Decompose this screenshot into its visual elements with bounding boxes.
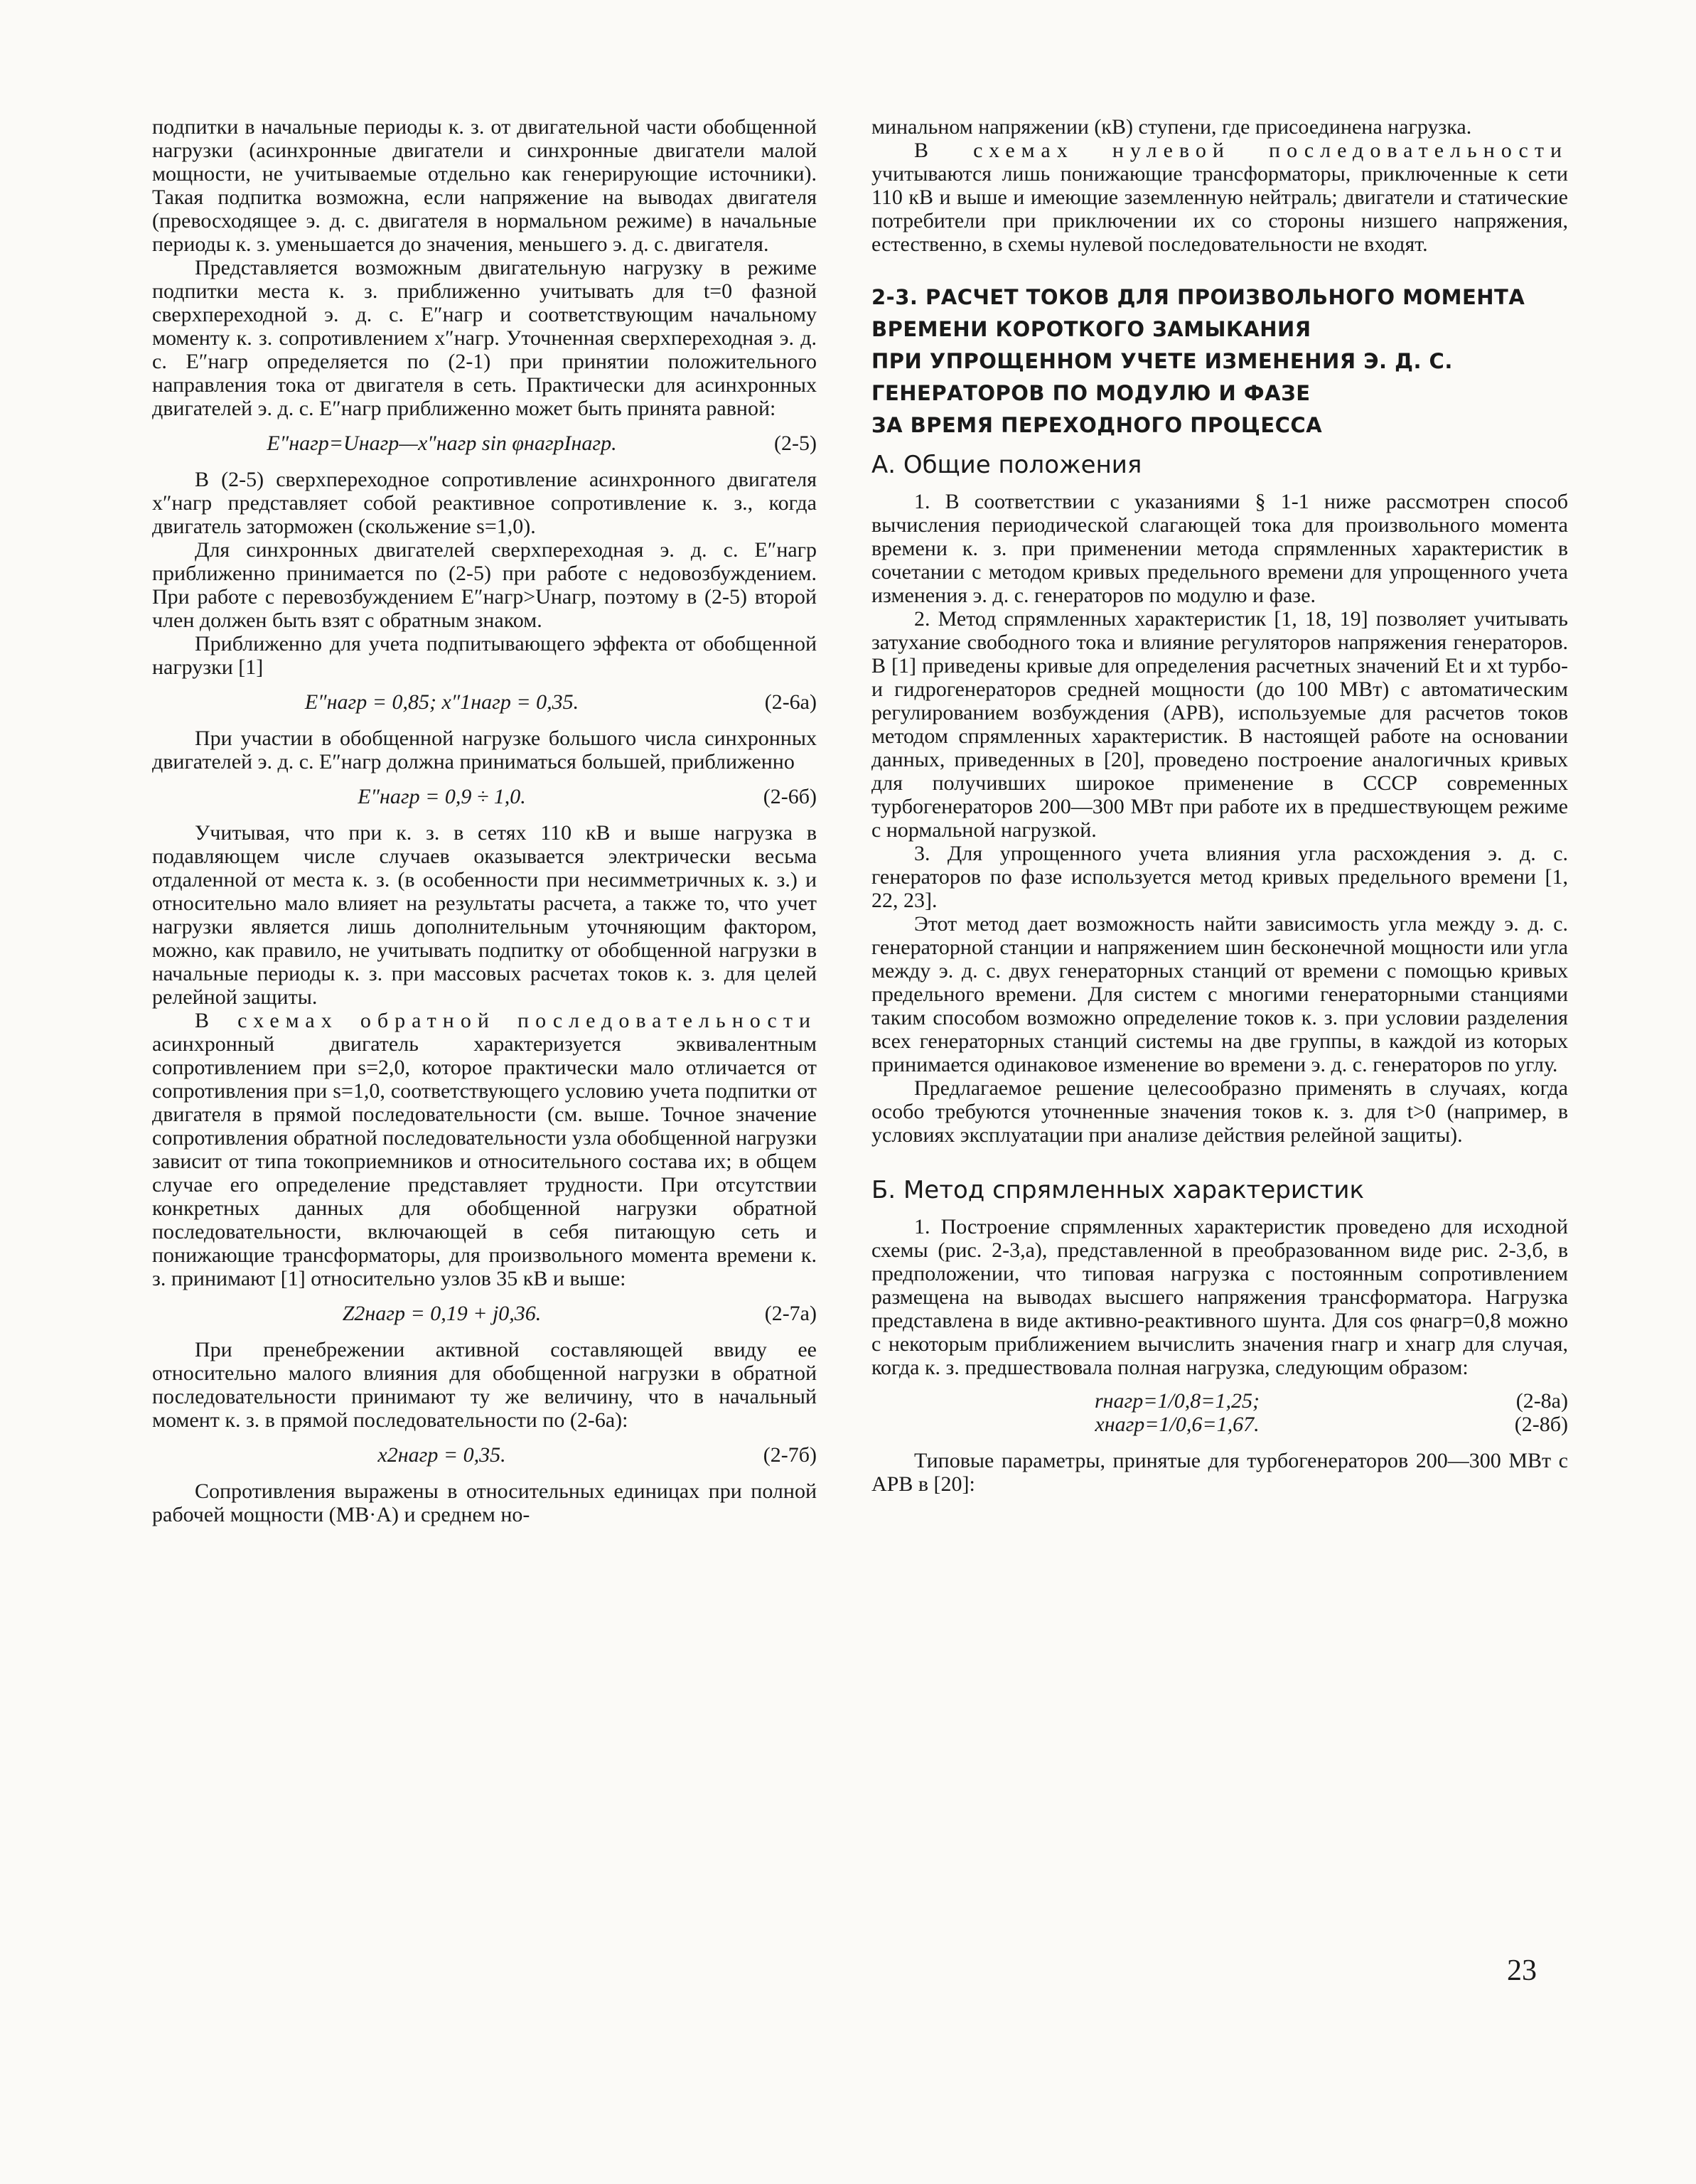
equation-number: (2-7б) (763, 1443, 817, 1467)
subheading-b: Б. Метод спрямленных характеристик (871, 1176, 1365, 1204)
paragraph: Типовые параметры, принятые для турбогенераторов 200—300 МВт с АРВ в [20]: (871, 1449, 1568, 1496)
paragraph: Сопротивления выражены в относительных единицах при полной рабочей мощности (МВ·А) и среднем но- (152, 1479, 817, 1526)
paragraph: Приближенно для учета подпитывающего эффекта от обобщенной нагрузки [1] (152, 632, 817, 679)
paragraph: 2. Метод спрямленных характеристик [1, 18, 19] позволяет учитывать затухание свободного тока и влияние регуляторов напряжения генераторов. В [1] приведены кривые для определения расчетных значений Et и xt турбо- и гидрогенераторов средней мощности (до 100 МВт) с автоматическим регулированием возбуждения (АРВ), используемые для расчетов токов методом спрямленных характеристик. В настоящей работе на основании данных, приведенных в [20], проведено построение аналогичных кривых для получивших широкое применение в СССР современных турбогенераторов 200—300 МВт при работе их в предшествующем режиме с нормальной нагрузкой. (871, 607, 1568, 842)
paragraph: В (2-5) сверхпереходное сопротивление асинхронного двигателя x″нагр представляет собой реактивное сопротивление к. з., когда двигатель заторможен (скольжение s=1,0). (152, 468, 817, 538)
equation-number: (2-8а) (1515, 1389, 1568, 1413)
equation-formula: E″нагр=Uнагр—x″нагр sin φнагрIнагр. (267, 432, 617, 455)
paragraph: Для синхронных двигателей сверхпереходная э. д. с. E″нагр приближенно принимается по (2-5) при работе с недовозбуждением. При работе с перевозбуждением E″нагр>Uнагр, поэтому в (2-5) второй член должен быть взят с обратным знаком. (152, 538, 817, 632)
paragraph: минальном напряжении (кВ) ступени, где присоединена нагрузка. (871, 115, 1472, 139)
equation-2-6a (152, 690, 817, 714)
paragraph: подпитки в начальные периоды к. з. от двигательной части обобщенной нагрузки (асинхронные двигатели и синхронные двигатели малой мощности, не учитываемые отдельно как генерирующие источники). Такая подпитка возможна, если напряжение на выводах двигателя (превосходящее э. д. с. двигателя в нормальном режиме) в начальные периоды к. з. уменьшается до значения, меньшего э. д. с. двигателя. (152, 115, 817, 256)
equation-2-6b (152, 785, 817, 808)
right-column (871, 115, 1568, 1496)
left-column (152, 115, 817, 1526)
heading-line: ГЕНЕРАТОРОВ ПО МОДУЛЮ И ФАЗЕ (871, 381, 1311, 405)
paragraph: Этот метод дает возможность найти зависимость угла между э. д. с. генераторной станции и напряжением шин бесконечной мощности или угла между э. д. с. двух генераторных станций от времени с помощью кривых предельного времени. Для систем с многими генераторными станциями таким способом возможно определение токов к. з. при условии разделения всех генераторных станций системы на две группы, в каждой из которых принимается одинаковое изменение во времени э. д. с. генераторов по углу. (871, 912, 1568, 1076)
paragraph-text: асинхронный двигатель характеризуется эквивалентным сопротивлением при s=2,0, которое практически мало отличается от сопротивления при s=1,0, соответствующего условию учета подпитки от двигателя в прямой последовательности (см. выше. Точное значение сопротивления обратной последовательности узла обобщенной нагрузки зависит от типа токоприемников и относительного состава их; в общем случае его определение представляет трудности. При отсутствии конкретных данных для обобщенной нагрузки обратной последовательности, включающей в себя питающую сеть и понижающие трансформаторы, для произвольного момента времени к. з. принимают [1] относительно узлов 35 кВ и выше: (152, 1032, 817, 1290)
equation-formula: x2нагр = 0,35. (377, 1443, 506, 1467)
heading-line: 2-3. РАСЧЕТ ТОКОВ ДЛЯ ПРОИЗВОЛЬНОГО МОМЕНТА (871, 285, 1525, 309)
page-number: 23 (1507, 1954, 1537, 1987)
subheading-a: А. Общие положения (871, 451, 1142, 479)
paragraph: При участии в обобщенной нагрузке большого числа синхронных двигателей э. д. с. E″нагр должна приниматься большей, приближенно (152, 727, 817, 774)
equation-formula: Z2нагр = 0,19 + j0,36. (342, 1302, 542, 1325)
heading-line: ПРИ УПРОЩЕННОМ УЧЕТЕ ИЗМЕНЕНИЯ Э. Д. С. (871, 349, 1453, 373)
paragraph: 1. В соответствии с указаниями § 1-1 ниже рассмотрен способ вычисления периодической слагающей тока для произвольного момента времени к. з. при применении метода спрямленных характеристик в сочетании с методом кривых предельного времени для упрощенного учета изменения э. д. с. генераторов по модулю и фазе. (871, 490, 1568, 607)
equation-2-8b (871, 1413, 1568, 1436)
paragraph: 1. Построение спрямленных характеристик проведено для исходной схемы (рис. 2-3,а), представленной в преобразованном виде рис. 2-3,б, в предположении, что типовая нагрузка с постоянным сопротивлением размещена на выводах высшего напряжения трансформатора. Нагрузка представлена в виде активно-реактивного шунта. Для cos φнагр=0,8 можно с некоторым приближением вычислить значения rнагр и xнагр для случая, когда к. з. предшествовала полная нагрузка, следующим образом: (871, 1215, 1568, 1379)
equation-number: (2-7а) (764, 1302, 817, 1325)
equation-formula: E″нагр = 0,85; x″1нагр = 0,35. (304, 690, 579, 714)
paragraph: Предлагаемое решение целесообразно применять в случаях, когда особо требуются уточненные значения токов к. з. для t>0 (например, в условиях эксплуатации при анализе действия релейной защиты). (871, 1076, 1568, 1147)
equation-formula: E″нагр = 0,9 ÷ 1,0. (358, 785, 526, 808)
paragraph (871, 139, 1568, 256)
spaced-term: В схемах обратной последовательности (195, 1009, 817, 1032)
equation-2-8a (871, 1389, 1568, 1413)
equation-number: (2-8б) (1514, 1413, 1568, 1436)
equation-2-7b (152, 1443, 817, 1467)
heading-line: ЗА ВРЕМЯ ПЕРЕХОДНОГО ПРОЦЕССА (871, 413, 1323, 437)
paragraph: Учитывая, что при к. з. в сетях 110 кВ и выше нагрузка в подавляющем числе случаев оказывается электрически весьма отдаленной от места к. з. (в особенности при несимметричных к. з.) и относительно мало влияет на результаты расчета, а также то, что учет нагрузки является лишь дополнительным уточняющим фактором, можно, как правило, не учитывать подпитку от обобщенной нагрузки в начальные периоды к. з. при массовых расчетах токов к. з. для целей релейной защиты. (152, 821, 817, 1009)
spaced-term: В схемах нулевой последовательности (914, 139, 1568, 162)
equation-formula: rнагр=1/0,8=1,25; (1094, 1389, 1260, 1413)
paragraph: При пренебрежении активной составляющей ввиду ее относительно малого влияния для обобщенной нагрузки в обратной последовательности принимают ту же величину, что в начальный момент к. з. в прямой последовательности по (2-6а): (152, 1338, 817, 1432)
paragraph-text: учитываются лишь понижающие трансформаторы, приключенные к сети 110 кВ и выше и имеющие заземленную нейтраль; двигатели и статические потребители при приключении их со стороны низшего напряжения, естественно, в схемы нулевой последовательности не входят. (871, 162, 1568, 256)
equation-2-5 (152, 432, 817, 455)
heading-line: ВРЕМЕНИ КОРОТКОГО ЗАМЫКАНИЯ (871, 317, 1311, 341)
equation-number: (2-6а) (764, 690, 817, 714)
equation-group-2-8 (871, 1389, 1568, 1436)
equation-formula: xнагр=1/0,6=1,67. (1095, 1413, 1260, 1436)
paragraph: 3. Для упрощенного учета влияния угла расхождения э. д. с. генераторов по фазе используется метод кривых предельного времени [1, 22, 23]. (871, 842, 1568, 912)
equation-2-7a (152, 1302, 817, 1325)
equation-number: (2-5) (774, 432, 817, 455)
paragraph (152, 1009, 817, 1290)
section-heading (871, 282, 1568, 441)
paragraph: Представляется возможным двигательную нагрузку в режиме подпитки места к. з. приближенно учитывать для t=0 фазной сверхпереходной э. д. с. E″нагр и соответствующим начальному моменту к. з. сопротивлением x″нагр. Уточненная сверхпереходная э. д. с. E″нагр определяется по (2-1) при принятии положительного направления тока от двигателя в сеть. Практически для асинхронных двигателей э. д. с. E″нагр приближенно может быть принята равной: (152, 256, 817, 420)
equation-number: (2-6б) (763, 785, 817, 808)
